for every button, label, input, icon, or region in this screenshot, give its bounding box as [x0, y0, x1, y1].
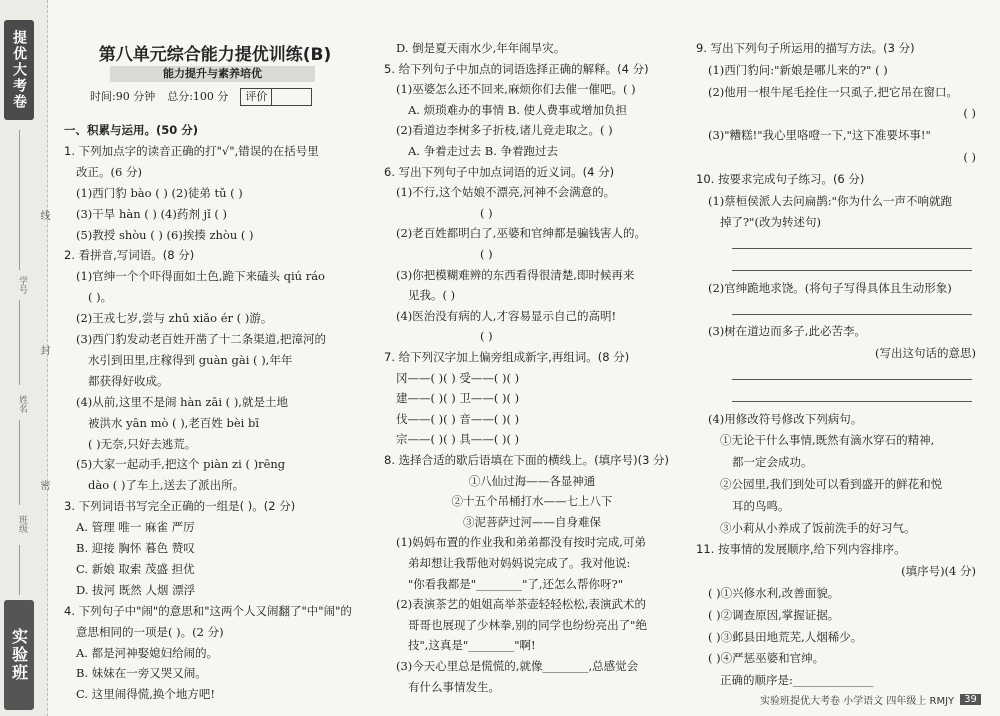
question-line: 改正。(6 分) [76, 164, 142, 179]
question-line: (2)王戎七岁,尝与 zhū xiǎo ér ( )游。 [76, 311, 273, 326]
question-line: 正确的顺序是:______________ [720, 673, 874, 688]
question-line: 意思相同的一项是( )。(2 分) [76, 624, 224, 639]
question-heading: 6. 写出下列句子中加点词语的近义词。(4 分) [384, 164, 615, 179]
question-line: ( ) [480, 329, 493, 344]
question-line: A. 管理 唯一 麻雀 严厉 [76, 520, 195, 535]
question-heading: 10. 按要求完成句子练习。(6 分) [696, 171, 865, 186]
question-line: (2)表演茶艺的姐姐高举茶壶轻轻松松,表演武术的 [396, 597, 646, 612]
question-line: D. 倒是夏天雨水少,年年闹旱灾。 [396, 41, 566, 55]
question-line: "你看我都是"________"了,还怎么帮你呀?" [408, 576, 623, 591]
answer-line[interactable] [732, 379, 972, 380]
question-heading: 4. 下列句子中"闹"的意思和"这两个人又闹翻了"中"闹"的 [64, 603, 352, 618]
question-line: (3)西门豹发动老百姓开凿了十二条渠道,把漳河的 [76, 332, 326, 346]
answer-line[interactable] [732, 401, 972, 402]
question-line: ( )无奈,只好去逃荒。 [88, 436, 197, 451]
question-heading: 3. 下列词语书写完全正确的一组是( )。(2 分) [64, 499, 296, 514]
question-line: 掉了?"(改为转述句) [720, 215, 821, 230]
question-line: ③泥菩萨过河——自身难保 [463, 514, 601, 529]
question-line: 哥哥也展现了少林拳,别的同学也纷纷亮出了"绝 [408, 617, 647, 632]
question-line: (4)医治没有病的人,才容易显示自己的高明! [396, 308, 617, 323]
question-line: (3)你把模糊难辨的东西看得很清楚,即时候再来 [396, 267, 635, 282]
bind-word-seal: 封 [38, 345, 49, 355]
question-heading: 2. 看拼音,写词语。(8 分) [64, 248, 195, 263]
question-line: ( )①兴修水利,改善面貌。 [708, 586, 840, 600]
question-line: (1)西门豹问:"新娘是哪儿来的?" ( ) [708, 62, 888, 77]
question-line: (2)老百姓都明白了,巫婆和官绅都是骗钱害人的。 [396, 226, 646, 241]
class-label: 班级 [17, 515, 27, 533]
section-heading: 一、积累与运用。(50 分) [64, 123, 199, 137]
time-limit: 时间:90 分钟 [90, 90, 156, 103]
question-line: ( ) [480, 247, 493, 261]
student-id-label: 学号 [17, 276, 27, 294]
question-line: 水引到田里,庄稼得到 guàn gài ( ),年年 [88, 352, 293, 367]
question-line: ②十五个吊桶打水——七上八下 [451, 494, 613, 509]
question-line: (3)树在道边而多子,此必苦李。 [708, 324, 866, 339]
question-line: 被洪水 yān mò ( ),老百姓 bèi bī [88, 415, 260, 430]
question-line: (5)教授 shòu ( ) (6)挨揍 zhòu ( ) [76, 227, 254, 242]
question-line: (2)官绅跪地求饶。(将句子写得具体且生动形象) [708, 280, 952, 295]
total-score: 总分:100 分 [167, 90, 229, 103]
question-line: (4)从前,这里不是闹 hàn zāi ( ),就是土地 [76, 394, 288, 409]
exam-meta [90, 88, 312, 106]
question-line: B. 妹妹在一旁又哭又闹。 [76, 666, 207, 681]
question-line: ( )。 [88, 290, 113, 305]
binding-line [19, 300, 20, 385]
question-line: (3)今天心里总是慌慌的,就像________,总感觉会 [396, 659, 639, 673]
question-line: C. 这里闹得慌,换个地方吧! [76, 687, 215, 702]
question-line: (3)干旱 hàn ( ) (4)药剂 jǐ ( ) [76, 206, 228, 221]
answer-line[interactable] [732, 270, 972, 271]
question-line: A. 争着走过去 B. 争着跑过去 [408, 144, 559, 158]
question-line: ①八仙过海——各显神通 [468, 473, 596, 488]
question-line: B. 迎接 胸怀 暮色 赞叹 [76, 541, 195, 555]
question-line: 技",这真是"________"啊! [408, 638, 536, 653]
question-line: ①无论干什么事情,既然有滴水穿石的精神, [720, 433, 935, 448]
question-line: (写出这句话的意思) [875, 346, 976, 361]
question-line: (1)巫婆怎么还不回来,麻烦你们去催一催吧。( ) [396, 82, 636, 97]
question-line: (5)大家一起动手,把这个 piàn zi ( )rēng [76, 457, 286, 472]
binding-strip [0, 0, 48, 716]
question-line: dào ( )了车上,送去了派出所。 [88, 478, 245, 493]
page-title: 第八单元综合能力提优训练(B) [98, 45, 332, 65]
evaluation-label: 评价 [245, 90, 268, 103]
question-line: (2)看道边李树多子折枝,诸儿竞走取之。( ) [396, 123, 613, 138]
question-line: (3)"糟糕!"我心里咯噔一下,"这下准要坏事!" [708, 128, 931, 143]
question-line: ③小莉从小养成了饭前洗手的好习气。 [720, 520, 916, 535]
question-line: (1)不行,这个姑娘不漂亮,河神不会满意的。 [396, 185, 616, 200]
question-line: D. 拔河 既然 人烟 漂浮 [76, 582, 196, 597]
question-line: 宗——( )( ) 具——( )( ) [396, 432, 520, 447]
page-subtitle: 能力提升与素养培优 [110, 66, 315, 82]
page-footer [760, 692, 981, 707]
question-line: 有什么事情发生。 [408, 679, 500, 694]
bind-word-line: 线 [38, 210, 49, 220]
binding-line [19, 130, 20, 270]
question-line: A. 都是河神娶媳妇给闹的。 [76, 645, 219, 660]
binding-line [19, 420, 20, 505]
question-line: 冈——( )( ) 受——( )( ) [396, 370, 520, 385]
question-line: 弟却想让我帮他对妈妈说完成了。我对他说: [408, 556, 631, 570]
bind-word-secret: 密 [38, 480, 49, 490]
question-heading: 5. 给下列句子中加点的词语选择正确的解释。(4 分) [384, 61, 649, 76]
student-name-label: 姓名 [17, 395, 27, 413]
question-line: (2)他用一根牛尾毛拴住一只虱子,把它吊在窗口。 [708, 84, 958, 99]
footer-text: 实验班提优大考卷 小学语文 四年级上 RMJY [760, 696, 955, 707]
brand-logo-bottom: 实验班 [4, 600, 34, 710]
question-line: (1)蔡桓侯派人去问扁鹊:"你为什么一声不响就跑 [708, 193, 952, 208]
question-line: (1)官绅一个个吓得面如土色,跪下来磕头 qiú ráo [76, 269, 325, 284]
question-line: ( )④严惩巫婆和官绅。 [708, 651, 825, 666]
answer-line[interactable] [732, 248, 972, 249]
question-line: ( )③邺县田地荒芜,人烟稀少。 [708, 629, 863, 644]
question-line: 都获得好收成。 [88, 373, 169, 388]
question-line: 耳的鸟鸣。 [732, 498, 790, 513]
evaluation-blank[interactable] [271, 89, 311, 105]
answer-line[interactable] [732, 314, 972, 315]
question-line: A. 烦琐难办的事情 B. 使人费事或增加负担 [408, 102, 628, 117]
evaluation-box[interactable] [240, 88, 312, 106]
binding-line [19, 545, 20, 595]
question-line: 伐——( )( ) 音——( )( ) [396, 411, 520, 426]
question-heading: 9. 写出下列句子所运用的描写方法。(3 分) [696, 41, 915, 55]
question-line: ( ) [963, 106, 976, 121]
question-line: (4)用修改符号修改下列病句。 [708, 411, 863, 426]
question-heading: 11. 按事情的发展顺序,给下列内容排序。 [696, 542, 906, 557]
question-line: C. 新娘 取索 茂盛 担优 [76, 561, 195, 576]
question-line: ( ) [963, 150, 976, 164]
question-line: (填序号)(4 分) [901, 564, 976, 579]
question-line: ②公园里,我们到处可以看到盛开的鲜花和悦 [720, 477, 943, 491]
question-line: 见我。( ) [408, 288, 456, 303]
question-heading: 7. 给下列汉字加上偏旁组成新字,再组词。(8 分) [384, 350, 630, 364]
question-line: (1)妈妈布置的作业我和弟弟都没有按时完成,可弟 [396, 535, 646, 550]
page-number: 39 [960, 694, 981, 705]
question-line: 建——( )( ) 卫——( )( ) [396, 391, 520, 406]
question-heading: 1. 下列加点字的读音正确的打"√",错误的在括号里 [64, 143, 319, 158]
question-line: (1)西门豹 bào ( ) (2)徒弟 tǔ ( ) [76, 185, 243, 200]
question-heading: 8. 选择合适的歇后语填在下面的横线上。(填序号)(3 分) [384, 453, 670, 467]
brand-logo-top: 提优大考卷 [4, 20, 34, 120]
question-line: ( )②调查原因,掌握证据。 [708, 607, 840, 622]
question-line: 都一定会成功。 [732, 455, 813, 470]
question-line: ( ) [480, 205, 493, 220]
